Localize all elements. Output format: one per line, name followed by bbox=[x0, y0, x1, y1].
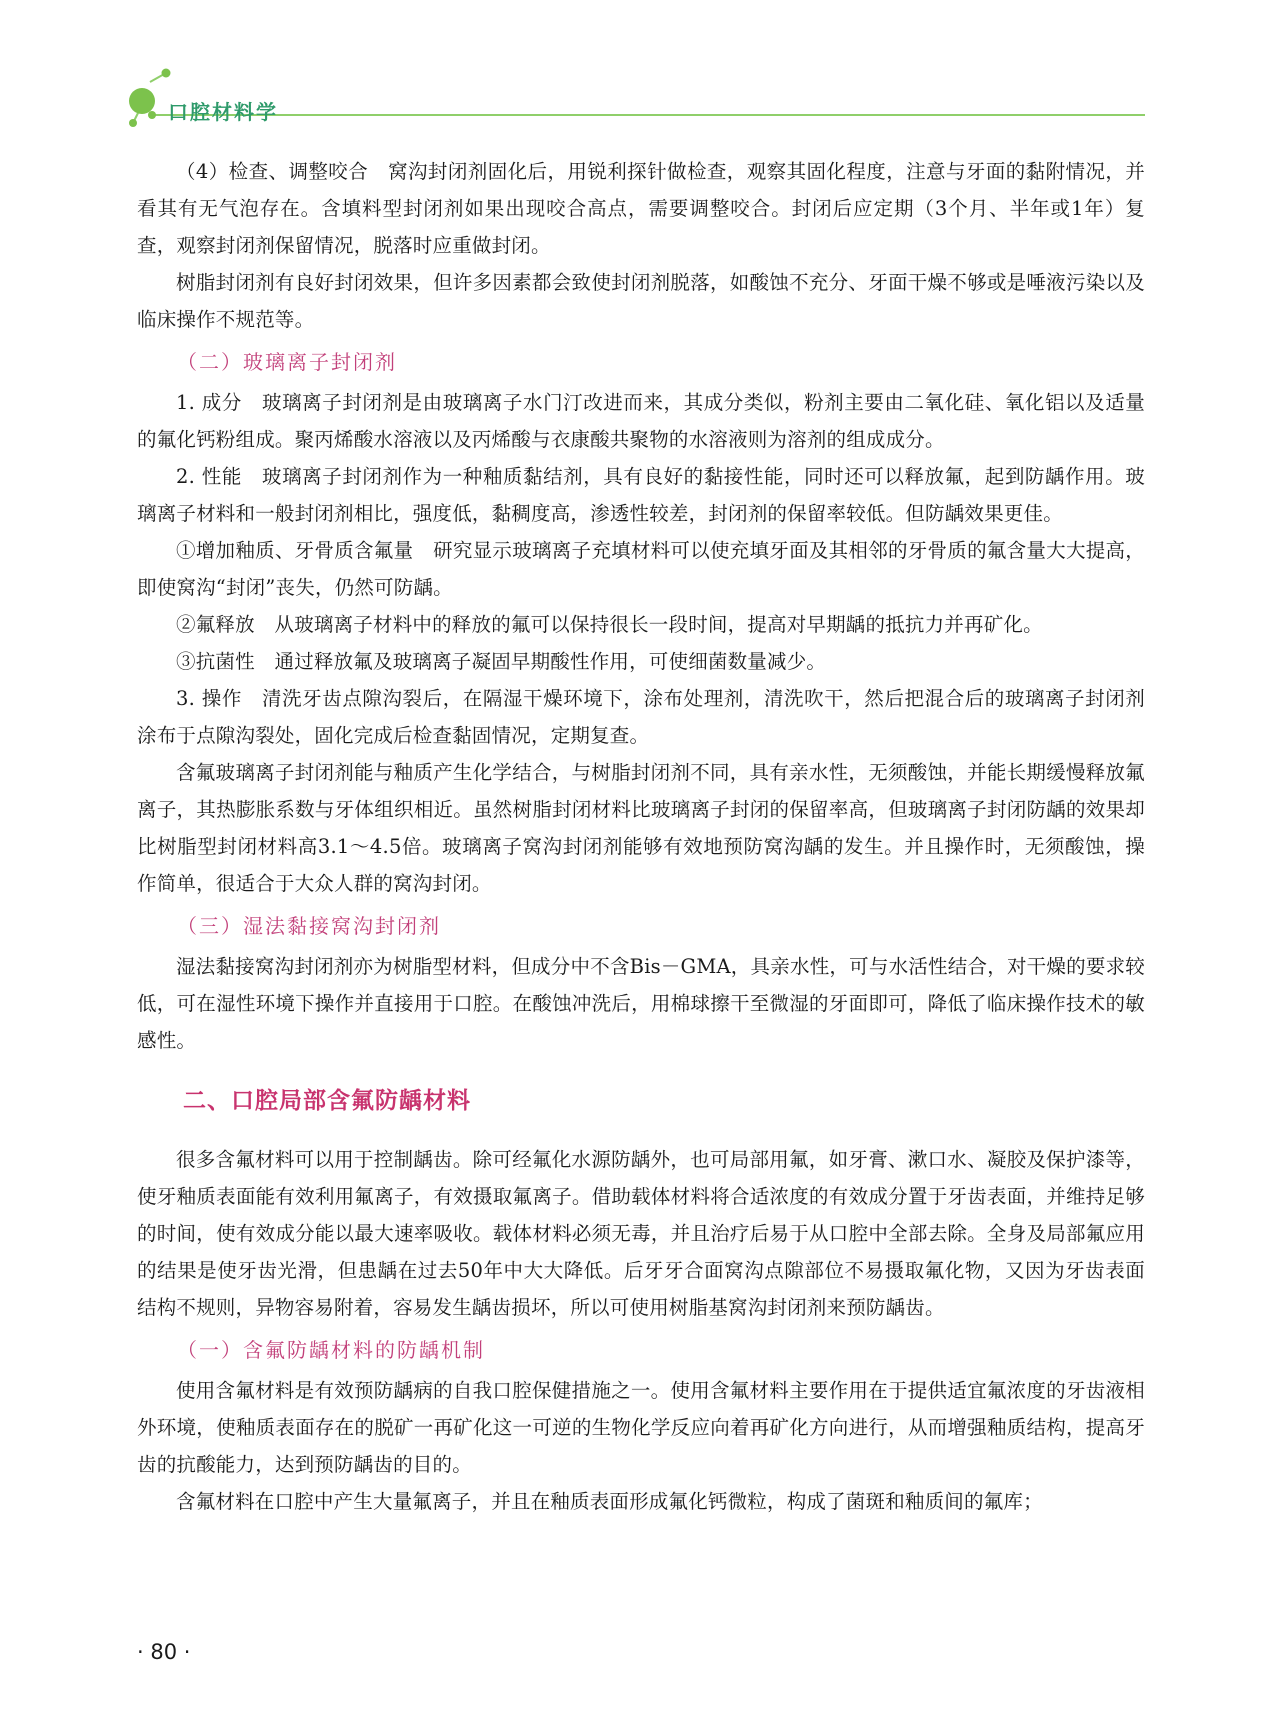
page-header bbox=[0, 0, 1275, 130]
subsection-heading: （一）含氟防龋材料的防龋机制 bbox=[177, 1338, 485, 1362]
paragraph: 含氟材料在口腔中产生大量氟离子，并且在釉质表面形成氟化钙微粒，构成了菌斑和釉质间的氟库； bbox=[176, 1490, 1043, 1513]
page-number: · 80 · bbox=[137, 1640, 191, 1664]
paragraph: 湿法黏接窝沟封闭剂亦为树脂型材料，但成分中不含Bis－GMA，具亲水性，可与水活性结合，对干燥的要求较低，可在湿性环境下操作并直接用于口腔。在酸蚀冲洗后，用棉球擦干至微湿的牙面即可，降低了临床操作技术的敏感性。 bbox=[137, 955, 1145, 1052]
page-body bbox=[137, 153, 1145, 1520]
paragraph: ②氟释放 从玻璃离子材料中的释放的氟可以保持很长一段时间，提高对早期龋的抵抗力并再矿化。 bbox=[176, 613, 1043, 636]
paragraph: ③抗菌性 通过释放氟及玻璃离子凝固早期酸性作用，可使细菌数量减少。 bbox=[176, 650, 827, 673]
paragraph: 很多含氟材料可以用于控制龋齿。除可经氟化水源防龋外，也可局部用氟，如牙膏、漱口水、凝胶及保护漆等，使牙釉质表面能有效利用氟离子，有效摄取氟离子。借助载体材料将合适浓度的有效成分置于牙齿表面，并维持足够的时间，使有效成分能以最大速率吸收。载体材料必须无毒，并且治疗后易于从口腔中全部去除。全身及局部氟应用的结果是使牙齿光滑，但患龋在过去50年中大大降低。后牙牙合面窝沟点隙部位不易摄取氟化物，又因为牙齿表面结构不规则，异物容易附着，容易发生龋齿损坏，所以可使用树脂基窝沟封闭剂来预防龋齿。 bbox=[137, 1148, 1145, 1319]
paragraph: 含氟玻璃离子封闭剂能与釉质产生化学结合，与树脂封闭剂不同，具有亲水性，无须酸蚀，并能长期缓慢释放氟离子，其热膨胀系数与牙体组织相近。虽然树脂封闭材料比玻璃离子封闭的保留率高，但玻璃离子封闭防龋的效果却比树脂型封闭材料高3.1～4.5倍。玻璃离子窝沟封闭剂能够有效地预防窝沟龋的发生。并且操作时，无须酸蚀，操作简单，很适合于大众人群的窝沟封闭。 bbox=[137, 761, 1145, 895]
paragraph: 3. 操作 清洗牙齿点隙沟裂后，在隔湿干燥环境下，涂布处理剂，清洗吹干，然后把混合后的玻璃离子封闭剂涂布于点隙沟裂处，固化完成后检查黏固情况，定期复查。 bbox=[137, 687, 1145, 747]
subsection-heading: （二）玻璃离子封闭剂 bbox=[177, 350, 397, 374]
book-title: 口腔材料学 bbox=[168, 100, 278, 124]
subsection-heading: （三）湿法黏接窝沟封闭剂 bbox=[177, 914, 441, 938]
paragraph: 1. 成分 玻璃离子封闭剂是由玻璃离子水门汀改进而来，其成分类似，粉剂主要由二氧化硅、氧化铝以及适量的氟化钙粉组成。聚丙烯酸水溶液以及丙烯酸与衣康酸共聚物的水溶液则为溶剂的组成成分。 bbox=[137, 391, 1145, 451]
paragraph: 树脂封闭剂有良好封闭效果，但许多因素都会致使封闭剂脱落，如酸蚀不充分、牙面干燥不够或是唾液污染以及临床操作不规范等。 bbox=[137, 271, 1145, 331]
section-heading: 二、口腔局部含氟防龋材料 bbox=[183, 1088, 471, 1114]
paragraph: ①增加釉质、牙骨质含氟量 研究显示玻璃离子充填材料可以使充填牙面及其相邻的牙骨质的氟含量大大提高，即使窝沟“封闭”丧失，仍然可防龋。 bbox=[137, 539, 1145, 599]
paragraph: （4）检查、调整咬合 窝沟封闭剂固化后，用锐利探针做检查，观察其固化程度，注意与牙面的黏附情况，并看其有无气泡存在。含填料型封闭剂如果出现咬合高点，需要调整咬合。封闭后应定期（3个月、半年或1年）复查，观察封闭剂保留情况，脱落时应重做封闭。 bbox=[137, 160, 1145, 257]
paragraph: 2. 性能 玻璃离子封闭剂作为一种釉质黏结剂，具有良好的黏接性能，同时还可以释放氟，起到防龋作用。玻璃离子材料和一般封闭剂相比，强度低，黏稠度高，渗透性较差，封闭剂的保留率较低。但防龋效果更佳。 bbox=[137, 465, 1145, 525]
paragraph: 使用含氟材料是有效预防龋病的自我口腔保健措施之一。使用含氟材料主要作用在于提供适宜氟浓度的牙齿液相外环境，使釉质表面存在的脱矿一再矿化这一可逆的生物化学反应向着再矿化方向进行，从而增强釉质结构，提高牙齿的抗酸能力，达到预防龋齿的目的。 bbox=[137, 1379, 1145, 1476]
